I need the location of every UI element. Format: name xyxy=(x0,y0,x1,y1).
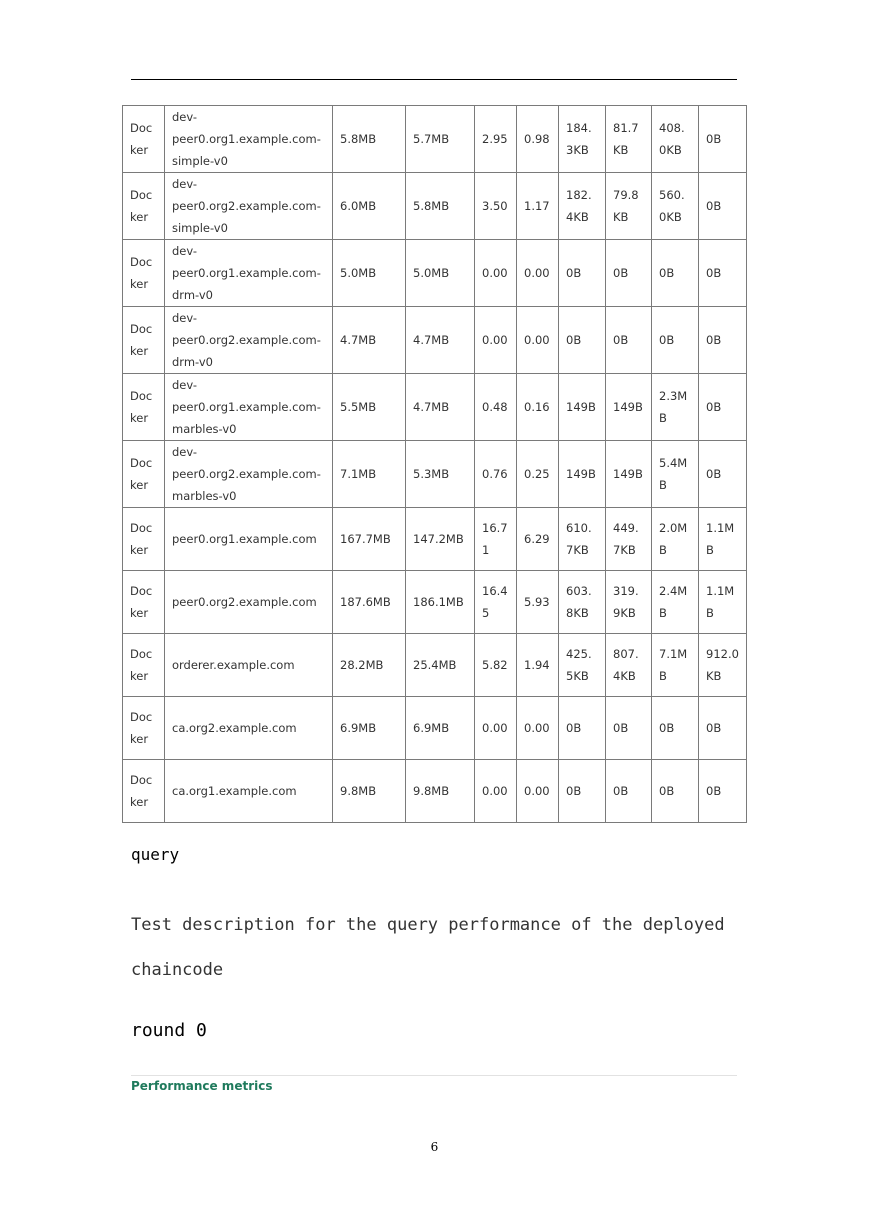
table-cell: dev-peer0.org1.example.com-simple-v0 xyxy=(165,106,333,173)
table-cell: 5.0MB xyxy=(333,240,406,307)
table-cell: 912.0KB xyxy=(699,634,747,697)
table-cell: 0B xyxy=(606,760,652,823)
table-cell: 186.1MB xyxy=(406,571,475,634)
table-cell: 149B xyxy=(559,374,606,441)
table-cell: 0B xyxy=(559,760,606,823)
table-cell: 6.29 xyxy=(517,508,559,571)
table-cell: 0.98 xyxy=(517,106,559,173)
table-cell: 0B xyxy=(699,240,747,307)
table-cell: 603.8KB xyxy=(559,571,606,634)
table-cell: 1.17 xyxy=(517,173,559,240)
table-cell: 5.8MB xyxy=(406,173,475,240)
table-row xyxy=(123,441,747,508)
table-cell: 1.94 xyxy=(517,634,559,697)
table-cell: 4.7MB xyxy=(333,307,406,374)
table-cell: 167.7MB xyxy=(333,508,406,571)
table-cell: 0.00 xyxy=(475,760,517,823)
table-cell: Docker xyxy=(123,571,165,634)
table-cell: dev-peer0.org2.example.com-drm-v0 xyxy=(165,307,333,374)
table-cell: Docker xyxy=(123,307,165,374)
round-heading: round 0 xyxy=(131,1020,207,1041)
table-cell: 2.0MB xyxy=(652,508,699,571)
table-row xyxy=(123,760,747,823)
table-cell: 4.7MB xyxy=(406,307,475,374)
table-cell: Docker xyxy=(123,441,165,508)
table-cell: 6.0MB xyxy=(333,173,406,240)
table-cell: 2.4MB xyxy=(652,571,699,634)
table-cell: Docker xyxy=(123,697,165,760)
table-cell: Docker xyxy=(123,508,165,571)
table-cell: 5.82 xyxy=(475,634,517,697)
table-row xyxy=(123,106,747,173)
table-cell: 16.45 xyxy=(475,571,517,634)
table-cell: 610.7KB xyxy=(559,508,606,571)
table-cell: dev-peer0.org2.example.com-marbles-v0 xyxy=(165,441,333,508)
table-cell: orderer.example.com xyxy=(165,634,333,697)
table-cell: 5.5MB xyxy=(333,374,406,441)
table-cell: 149B xyxy=(606,374,652,441)
table-cell: 0.48 xyxy=(475,374,517,441)
table-cell: 0B xyxy=(699,307,747,374)
query-description: Test description for the query performance of the deployed chaincode xyxy=(131,915,725,980)
table-cell: 9.8MB xyxy=(333,760,406,823)
table-cell: peer0.org1.example.com xyxy=(165,508,333,571)
table-cell: 0B xyxy=(606,697,652,760)
table-cell: 0B xyxy=(699,374,747,441)
table-cell: 0B xyxy=(699,173,747,240)
table-cell: 3.50 xyxy=(475,173,517,240)
table-body xyxy=(123,106,747,823)
table-cell: 9.8MB xyxy=(406,760,475,823)
header-rule xyxy=(131,79,737,80)
table-cell: 2.3MB xyxy=(652,374,699,441)
table-cell: 0B xyxy=(559,240,606,307)
table-cell: 0B xyxy=(699,697,747,760)
table-cell: 0B xyxy=(699,441,747,508)
table-cell: 79.8KB xyxy=(606,173,652,240)
table-cell: 149B xyxy=(606,441,652,508)
table-cell: 16.71 xyxy=(475,508,517,571)
table-cell: 449.7KB xyxy=(606,508,652,571)
table-cell: 408.0KB xyxy=(652,106,699,173)
resource-metrics-table xyxy=(122,105,747,823)
table-row xyxy=(123,307,747,374)
table-cell: 0.76 xyxy=(475,441,517,508)
table-cell: 0.00 xyxy=(475,240,517,307)
table-row xyxy=(123,697,747,760)
table-cell: 4.7MB xyxy=(406,374,475,441)
table-cell: dev-peer0.org2.example.com-simple-v0 xyxy=(165,173,333,240)
query-heading: query xyxy=(131,845,180,864)
table-cell: 81.7KB xyxy=(606,106,652,173)
section-divider xyxy=(131,1075,737,1076)
table-cell: 0B xyxy=(699,760,747,823)
table-cell: 149B xyxy=(559,441,606,508)
table-cell: dev-peer0.org1.example.com-marbles-v0 xyxy=(165,374,333,441)
table-cell: 0B xyxy=(652,240,699,307)
table-row xyxy=(123,173,747,240)
table-cell: 0B xyxy=(652,307,699,374)
table-cell: 147.2MB xyxy=(406,508,475,571)
table-cell: 5.4MB xyxy=(652,441,699,508)
page-number: 6 xyxy=(430,1140,439,1154)
table-cell: Docker xyxy=(123,634,165,697)
table-row xyxy=(123,240,747,307)
table-cell: 6.9MB xyxy=(406,697,475,760)
table-cell: 0B xyxy=(652,760,699,823)
table-cell: Docker xyxy=(123,173,165,240)
table-cell: 0B xyxy=(606,307,652,374)
table-cell: 0B xyxy=(606,240,652,307)
table-cell: dev-peer0.org1.example.com-drm-v0 xyxy=(165,240,333,307)
table-cell: 560.0KB xyxy=(652,173,699,240)
table-cell: 0.00 xyxy=(517,307,559,374)
table-cell: 0B xyxy=(699,106,747,173)
table-cell: 25.4MB xyxy=(406,634,475,697)
table-cell: 0.00 xyxy=(517,240,559,307)
table-cell: 7.1MB xyxy=(652,634,699,697)
table-cell: 807.4KB xyxy=(606,634,652,697)
performance-metrics-heading: Performance metrics xyxy=(131,1079,273,1093)
table-cell: 187.6MB xyxy=(333,571,406,634)
table-cell: Docker xyxy=(123,760,165,823)
table-cell: 182.4KB xyxy=(559,173,606,240)
table-cell: 2.95 xyxy=(475,106,517,173)
table-cell: ca.org2.example.com xyxy=(165,697,333,760)
table-row xyxy=(123,634,747,697)
table-cell: 184.3KB xyxy=(559,106,606,173)
table-cell: 5.3MB xyxy=(406,441,475,508)
table-cell: 5.0MB xyxy=(406,240,475,307)
table-cell: 1.1MB xyxy=(699,508,747,571)
table-cell: 319.9KB xyxy=(606,571,652,634)
table-cell: 5.7MB xyxy=(406,106,475,173)
table-row xyxy=(123,374,747,441)
table-row xyxy=(123,571,747,634)
table-cell: Docker xyxy=(123,374,165,441)
table-cell: ca.org1.example.com xyxy=(165,760,333,823)
table-cell: 5.93 xyxy=(517,571,559,634)
table-cell: Docker xyxy=(123,240,165,307)
table-cell: 0B xyxy=(559,307,606,374)
table-cell: Docker xyxy=(123,106,165,173)
table-row xyxy=(123,508,747,571)
table-cell: 425.5KB xyxy=(559,634,606,697)
table-cell: 0.16 xyxy=(517,374,559,441)
table-cell: 0.00 xyxy=(475,697,517,760)
table-cell: 1.1MB xyxy=(699,571,747,634)
table-cell: 6.9MB xyxy=(333,697,406,760)
table-cell: 28.2MB xyxy=(333,634,406,697)
table-cell: peer0.org2.example.com xyxy=(165,571,333,634)
table-cell: 0B xyxy=(559,697,606,760)
table-cell: 7.1MB xyxy=(333,441,406,508)
table-cell: 0B xyxy=(652,697,699,760)
table-cell: 5.8MB xyxy=(333,106,406,173)
table-cell: 0.00 xyxy=(517,760,559,823)
table-cell: 0.00 xyxy=(475,307,517,374)
table-cell: 0.25 xyxy=(517,441,559,508)
table-cell: 0.00 xyxy=(517,697,559,760)
